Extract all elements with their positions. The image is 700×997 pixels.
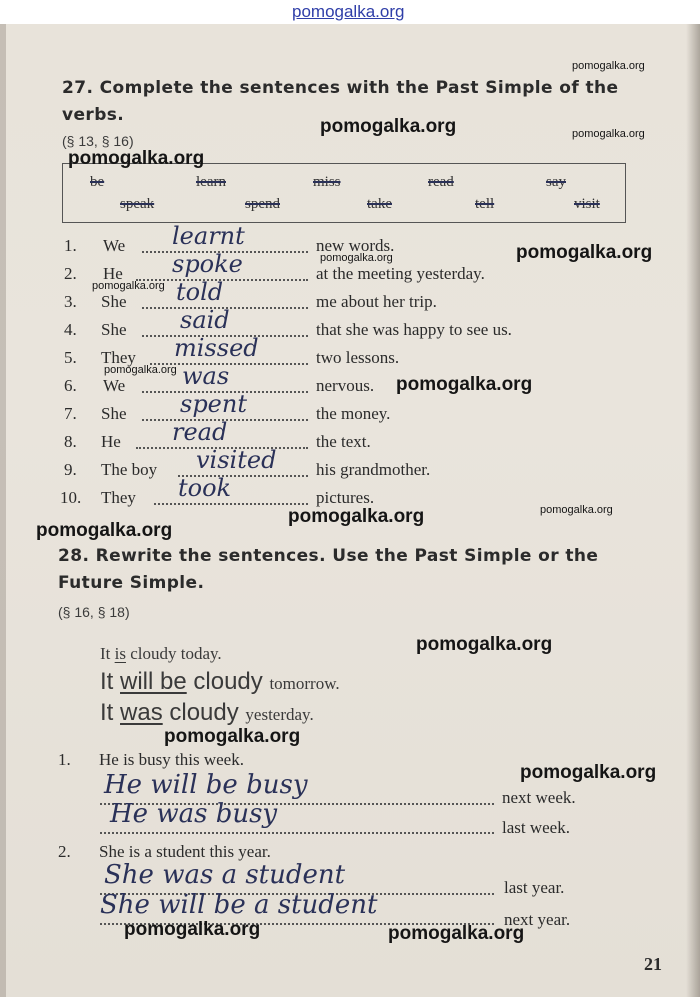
item-subject: He — [103, 264, 123, 283]
watermark: pomogalka.org — [104, 364, 177, 376]
ex27-refs: (§ 13, § 16) — [62, 133, 134, 149]
item-rest: two lessons. — [316, 348, 400, 367]
example-text: It — [100, 668, 121, 695]
item-number: 3. — [64, 292, 77, 311]
item-subject: She — [101, 292, 127, 311]
example-text: cloudy — [162, 699, 246, 726]
answer-suffix: next year. — [504, 910, 571, 929]
box-word: spend — [245, 196, 280, 212]
ex27-title-line2: verbs. — [62, 105, 125, 125]
item-subject: We — [103, 376, 126, 395]
item-rest: me about her trip. — [316, 292, 437, 311]
textbook-page — [0, 24, 700, 997]
watermark: pomogalka.org — [388, 923, 525, 944]
item-number: 8. — [64, 432, 77, 451]
item-number: 1. — [58, 750, 71, 769]
item-rest: new words. — [316, 236, 395, 255]
box-word: speak — [120, 196, 155, 212]
item-rest: pictures. — [316, 488, 375, 507]
box-word: say — [546, 174, 566, 190]
watermark: pomogalka.org — [320, 116, 457, 137]
example-text: It — [100, 699, 121, 726]
watermark: pomogalka.org — [416, 634, 553, 655]
watermark: pomogalka.org — [320, 252, 393, 264]
example-verb: will be — [120, 668, 187, 695]
item-rest: at the meeting yesterday. — [316, 264, 485, 283]
example-text: cloudy — [186, 668, 270, 695]
box-word: miss — [313, 174, 341, 190]
site-link[interactable]: pomogalka.org — [292, 2, 405, 21]
example-text: It — [100, 644, 115, 663]
ex28-title-text: Rewrite the sentences. Use the Past Simple or the — [95, 546, 599, 566]
handwritten-answer: spent — [180, 390, 247, 418]
answer-line — [100, 832, 494, 834]
word-box — [62, 163, 626, 223]
handwritten-answer: spoke — [172, 250, 243, 278]
watermark: pomogalka.org — [36, 520, 173, 541]
watermark: pomogalka.org — [288, 506, 425, 527]
item-rest: that she was happy to see us. — [316, 320, 512, 339]
handwritten-answer: missed — [174, 334, 259, 362]
item-number: 7. — [64, 404, 77, 423]
box-word: tell — [475, 196, 495, 212]
item-prompt: He is busy this week. — [99, 750, 244, 769]
box-word: be — [90, 174, 105, 190]
example-text: cloudy today. — [125, 644, 222, 663]
item-number: 1. — [64, 236, 77, 255]
top-bar — [0, 0, 700, 24]
item-rest: nervous. — [316, 376, 375, 395]
ex28-refs: (§ 16, § 18) — [58, 604, 130, 620]
item-subject: They — [101, 348, 136, 367]
answer-suffix: last week. — [502, 818, 570, 837]
watermark: pomogalka.org — [540, 504, 613, 516]
answer-line — [154, 503, 308, 505]
watermark: pomogalka.org — [68, 148, 205, 169]
item-number: 9. — [64, 460, 77, 479]
example-verb: was — [120, 699, 163, 726]
item-prompt: She is a student this year. — [99, 842, 271, 861]
watermark: pomogalka.org — [124, 919, 261, 940]
item-subject: They — [101, 488, 136, 507]
box-word: learn — [196, 174, 226, 190]
ex27-title-line1 — [62, 78, 618, 98]
item-subject: We — [103, 236, 126, 255]
handwritten-answer: She will be a student — [100, 890, 378, 920]
example-line-3 — [100, 699, 314, 727]
item-rest: the money. — [316, 404, 391, 423]
ex28-number: 28. — [58, 546, 90, 566]
handwritten-answer: He will be busy — [104, 770, 308, 800]
handwritten-answer: said — [180, 306, 230, 334]
item-subject: The boy — [101, 460, 158, 479]
answer-suffix: next week. — [502, 788, 576, 807]
ex28-title-line1 — [58, 546, 598, 566]
watermark: pomogalka.org — [164, 726, 301, 747]
handwritten-answer: She was a student — [104, 860, 346, 890]
handwritten-answer: took — [178, 474, 232, 502]
example-text: yesterday. — [245, 705, 314, 724]
box-word: visit — [574, 196, 600, 212]
box-word: take — [367, 196, 392, 212]
item-subject: She — [101, 404, 127, 423]
ex27-number: 27. — [62, 78, 94, 98]
page-number: 21 — [644, 954, 662, 974]
item-number: 4. — [64, 320, 77, 339]
watermark: pomogalka.org — [572, 60, 645, 72]
watermark: pomogalka.org — [92, 280, 165, 292]
example-text: tomorrow. — [269, 674, 340, 693]
watermark: pomogalka.org — [516, 242, 653, 263]
item-subject: She — [101, 320, 127, 339]
handwritten-answer: He was busy — [110, 799, 278, 829]
item-number: 2. — [58, 842, 71, 861]
box-word: read — [428, 174, 454, 190]
handwritten-answer: was — [182, 362, 230, 390]
item-subject: He — [101, 432, 121, 451]
handwritten-answer: read — [172, 418, 228, 446]
item-number: 5. — [64, 348, 77, 367]
example-line-2 — [100, 668, 340, 696]
watermark: pomogalka.org — [572, 128, 645, 140]
ex28-title-line2: Future Simple. — [58, 573, 205, 593]
item-number: 10. — [60, 488, 82, 507]
ex27-title-text: Complete the sentences with the Past Simple of the — [99, 78, 619, 98]
item-rest: his grandmother. — [316, 460, 431, 479]
answer-suffix: last year. — [504, 878, 565, 897]
example-line-1 — [100, 644, 222, 664]
item-number: 2. — [64, 264, 77, 283]
item-rest: the text. — [316, 432, 371, 451]
example-verb: is — [114, 644, 126, 663]
watermark: pomogalka.org — [520, 762, 657, 783]
watermark: pomogalka.org — [396, 374, 533, 395]
handwritten-answer: learnt — [172, 222, 245, 250]
handwritten-answer: visited — [196, 446, 277, 474]
item-number: 6. — [64, 376, 77, 395]
handwritten-answer: told — [176, 278, 224, 306]
